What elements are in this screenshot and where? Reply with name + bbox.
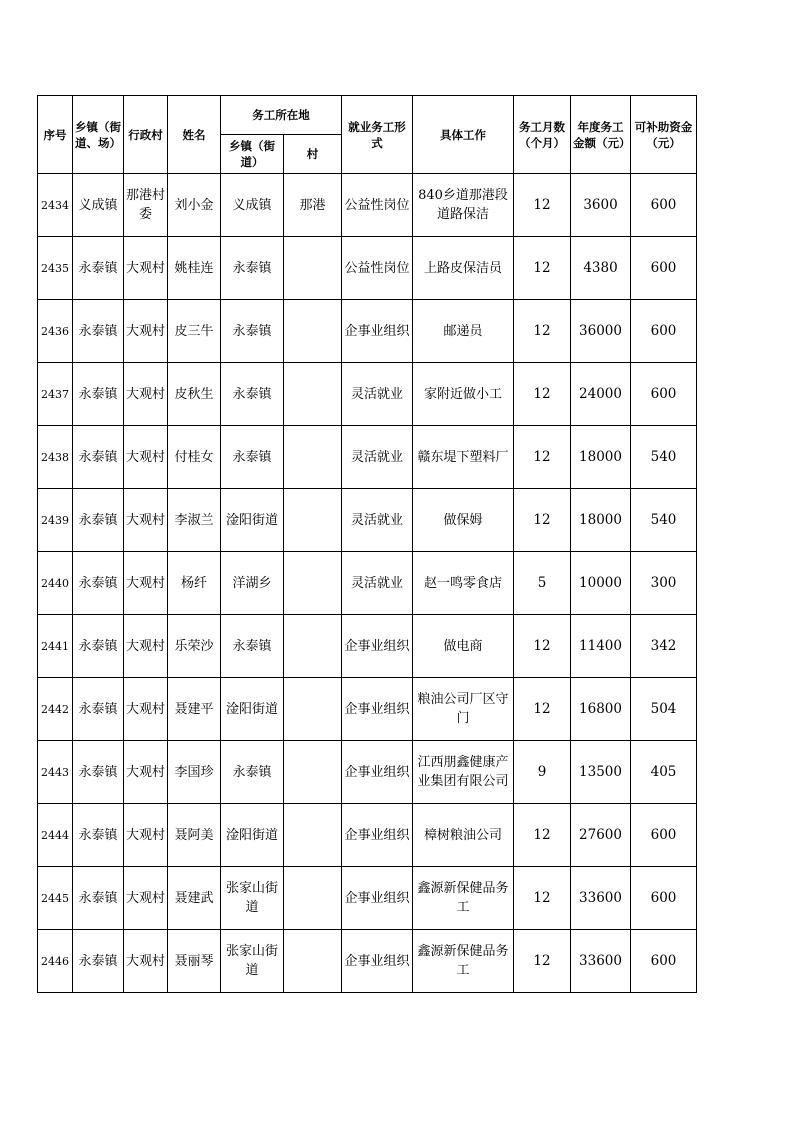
table-row <box>38 174 697 237</box>
subsidy-table <box>37 95 697 993</box>
cell-annual-amount: 3600 <box>571 174 631 237</box>
header-workplace-village: 村 <box>284 135 342 174</box>
cell-village: 大观村 <box>124 363 168 426</box>
cell-town: 永泰镇 <box>73 300 124 363</box>
cell-name: 李淑兰 <box>168 489 221 552</box>
cell-subsidy: 600 <box>631 363 697 426</box>
cell-annual-amount: 24000 <box>571 363 631 426</box>
header-seq: 序号 <box>38 96 73 174</box>
cell-employment-form: 公益性岗位 <box>342 174 413 237</box>
cell-seq: 2438 <box>38 426 73 489</box>
cell-seq: 2445 <box>38 867 73 930</box>
cell-village: 大观村 <box>124 237 168 300</box>
table-row <box>38 552 697 615</box>
cell-workplace-town: 义成镇 <box>221 174 284 237</box>
cell-subsidy: 342 <box>631 615 697 678</box>
cell-job: 樟树粮油公司 <box>413 804 514 867</box>
cell-name: 皮三牛 <box>168 300 221 363</box>
cell-months: 12 <box>514 615 571 678</box>
cell-workplace-village <box>284 552 342 615</box>
cell-job: 840乡道那港段道路保洁 <box>413 174 514 237</box>
cell-job: 赵一鸣零食店 <box>413 552 514 615</box>
cell-town: 永泰镇 <box>73 489 124 552</box>
header-subsidy: 可补助资金（元） <box>631 96 697 174</box>
cell-town: 永泰镇 <box>73 930 124 993</box>
header-village: 行政村 <box>124 96 168 174</box>
cell-seq: 2436 <box>38 300 73 363</box>
cell-workplace-town: 淦阳街道 <box>221 678 284 741</box>
cell-name: 聂丽琴 <box>168 930 221 993</box>
cell-annual-amount: 27600 <box>571 804 631 867</box>
cell-employment-form: 企事业组织 <box>342 300 413 363</box>
cell-workplace-village <box>284 237 342 300</box>
cell-annual-amount: 33600 <box>571 867 631 930</box>
table-row <box>38 678 697 741</box>
cell-employment-form: 企事业组织 <box>342 678 413 741</box>
cell-name: 聂阿美 <box>168 804 221 867</box>
table-row <box>38 363 697 426</box>
cell-workplace-town: 淦阳街道 <box>221 489 284 552</box>
cell-months: 12 <box>514 930 571 993</box>
cell-name: 乐荣沙 <box>168 615 221 678</box>
cell-seq: 2446 <box>38 930 73 993</box>
cell-employment-form: 灵活就业 <box>342 363 413 426</box>
cell-name: 杨纤 <box>168 552 221 615</box>
cell-name: 聂建平 <box>168 678 221 741</box>
cell-job: 鑫源新保健品务工 <box>413 867 514 930</box>
cell-job: 鑫源新保健品务工 <box>413 930 514 993</box>
cell-village: 那港村委 <box>124 174 168 237</box>
cell-job: 上路皮保洁员 <box>413 237 514 300</box>
table-row <box>38 300 697 363</box>
cell-subsidy: 405 <box>631 741 697 804</box>
cell-seq: 2443 <box>38 741 73 804</box>
cell-town: 永泰镇 <box>73 237 124 300</box>
cell-workplace-village <box>284 930 342 993</box>
cell-name: 皮秋生 <box>168 363 221 426</box>
cell-employment-form: 灵活就业 <box>342 426 413 489</box>
cell-village: 大观村 <box>124 615 168 678</box>
cell-workplace-village <box>284 867 342 930</box>
cell-subsidy: 600 <box>631 804 697 867</box>
cell-village: 大观村 <box>124 300 168 363</box>
cell-subsidy: 300 <box>631 552 697 615</box>
cell-subsidy: 600 <box>631 174 697 237</box>
cell-name: 聂建武 <box>168 867 221 930</box>
cell-town: 永泰镇 <box>73 615 124 678</box>
cell-workplace-town: 永泰镇 <box>221 300 284 363</box>
cell-seq: 2439 <box>38 489 73 552</box>
header-employment-form: 就业务工形式 <box>342 96 413 174</box>
cell-subsidy: 600 <box>631 237 697 300</box>
cell-village: 大观村 <box>124 930 168 993</box>
header-workplace-town: 乡镇（街道） <box>221 135 284 174</box>
header-row-1 <box>38 96 697 135</box>
cell-workplace-town: 永泰镇 <box>221 426 284 489</box>
cell-annual-amount: 10000 <box>571 552 631 615</box>
cell-workplace-village <box>284 678 342 741</box>
cell-workplace-village <box>284 489 342 552</box>
table-row <box>38 615 697 678</box>
cell-employment-form: 灵活就业 <box>342 489 413 552</box>
cell-seq: 2440 <box>38 552 73 615</box>
header-job: 具体工作 <box>413 96 514 174</box>
cell-village: 大观村 <box>124 678 168 741</box>
cell-annual-amount: 11400 <box>571 615 631 678</box>
table-row <box>38 489 697 552</box>
cell-job: 粮油公司厂区守门 <box>413 678 514 741</box>
cell-workplace-town: 永泰镇 <box>221 741 284 804</box>
cell-job: 江西朋鑫健康产业集团有限公司 <box>413 741 514 804</box>
cell-town: 永泰镇 <box>73 867 124 930</box>
cell-workplace-town: 洋湖乡 <box>221 552 284 615</box>
cell-village: 大观村 <box>124 552 168 615</box>
cell-subsidy: 540 <box>631 426 697 489</box>
cell-employment-form: 企事业组织 <box>342 867 413 930</box>
cell-name: 刘小金 <box>168 174 221 237</box>
table-row <box>38 867 697 930</box>
cell-employment-form: 企事业组织 <box>342 615 413 678</box>
cell-months: 12 <box>514 867 571 930</box>
header-workplace: 务工所在地 <box>221 96 342 135</box>
cell-subsidy: 540 <box>631 489 697 552</box>
cell-job: 做保姆 <box>413 489 514 552</box>
cell-village: 大观村 <box>124 741 168 804</box>
cell-workplace-village <box>284 804 342 867</box>
cell-name: 李国珍 <box>168 741 221 804</box>
cell-village: 大观村 <box>124 867 168 930</box>
cell-name: 姚桂连 <box>168 237 221 300</box>
cell-job: 家附近做小工 <box>413 363 514 426</box>
cell-village: 大观村 <box>124 489 168 552</box>
cell-job: 邮递员 <box>413 300 514 363</box>
cell-workplace-village <box>284 300 342 363</box>
cell-subsidy: 504 <box>631 678 697 741</box>
cell-annual-amount: 18000 <box>571 426 631 489</box>
cell-workplace-town: 永泰镇 <box>221 615 284 678</box>
cell-seq: 2437 <box>38 363 73 426</box>
cell-town: 永泰镇 <box>73 552 124 615</box>
cell-workplace-town: 张家山街道 <box>221 930 284 993</box>
header-annual-amount: 年度务工金额（元） <box>571 96 631 174</box>
cell-workplace-village <box>284 426 342 489</box>
cell-town: 永泰镇 <box>73 426 124 489</box>
cell-town: 义成镇 <box>73 174 124 237</box>
cell-employment-form: 企事业组织 <box>342 741 413 804</box>
cell-subsidy: 600 <box>631 867 697 930</box>
cell-months: 12 <box>514 678 571 741</box>
cell-name: 付桂女 <box>168 426 221 489</box>
cell-subsidy: 600 <box>631 930 697 993</box>
cell-annual-amount: 36000 <box>571 300 631 363</box>
cell-employment-form: 企事业组织 <box>342 930 413 993</box>
cell-workplace-town: 张家山街道 <box>221 867 284 930</box>
cell-job: 做电商 <box>413 615 514 678</box>
cell-seq: 2434 <box>38 174 73 237</box>
cell-months: 12 <box>514 426 571 489</box>
cell-seq: 2444 <box>38 804 73 867</box>
cell-workplace-town: 永泰镇 <box>221 237 284 300</box>
cell-months: 12 <box>514 237 571 300</box>
cell-workplace-town: 永泰镇 <box>221 363 284 426</box>
cell-annual-amount: 4380 <box>571 237 631 300</box>
cell-workplace-village <box>284 615 342 678</box>
table-row <box>38 741 697 804</box>
cell-employment-form: 灵活就业 <box>342 552 413 615</box>
cell-workplace-town: 淦阳街道 <box>221 804 284 867</box>
cell-employment-form: 公益性岗位 <box>342 237 413 300</box>
cell-annual-amount: 33600 <box>571 930 631 993</box>
cell-town: 永泰镇 <box>73 804 124 867</box>
cell-seq: 2435 <box>38 237 73 300</box>
header-town: 乡镇（街道、场） <box>73 96 124 174</box>
cell-town: 永泰镇 <box>73 741 124 804</box>
cell-seq: 2441 <box>38 615 73 678</box>
cell-village: 大观村 <box>124 804 168 867</box>
cell-months: 12 <box>514 363 571 426</box>
table-row <box>38 237 697 300</box>
header-name: 姓名 <box>168 96 221 174</box>
cell-workplace-village <box>284 363 342 426</box>
cell-employment-form: 企事业组织 <box>342 804 413 867</box>
cell-job: 赣东堤下塑料厂 <box>413 426 514 489</box>
cell-town: 永泰镇 <box>73 678 124 741</box>
cell-months: 9 <box>514 741 571 804</box>
cell-annual-amount: 13500 <box>571 741 631 804</box>
cell-annual-amount: 16800 <box>571 678 631 741</box>
cell-village: 大观村 <box>124 426 168 489</box>
table-row <box>38 930 697 993</box>
cell-months: 12 <box>514 174 571 237</box>
cell-town: 永泰镇 <box>73 363 124 426</box>
cell-months: 12 <box>514 804 571 867</box>
cell-workplace-village: 那港 <box>284 174 342 237</box>
cell-annual-amount: 18000 <box>571 489 631 552</box>
cell-months: 12 <box>514 300 571 363</box>
table-row <box>38 426 697 489</box>
cell-seq: 2442 <box>38 678 73 741</box>
cell-subsidy: 600 <box>631 300 697 363</box>
table-row <box>38 804 697 867</box>
cell-months: 5 <box>514 552 571 615</box>
cell-months: 12 <box>514 489 571 552</box>
header-months: 务工月数（个月） <box>514 96 571 174</box>
cell-workplace-village <box>284 741 342 804</box>
